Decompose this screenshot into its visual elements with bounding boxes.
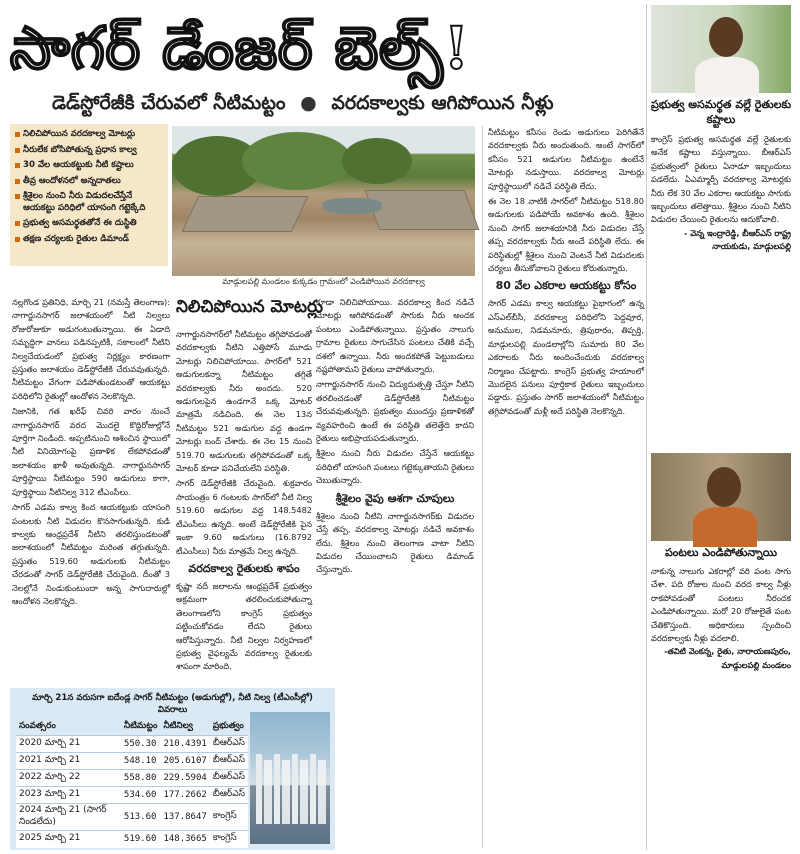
paragraph: శ్రీశైలం నుంచి నీరు విడుదల చేస్తేనే ఆయకట్టు పరిధిలో యాసంగి పంటలు గట్టెక్కుతాయని రైతులు చెబుతున్నారు. [316, 448, 474, 486]
column-divider [646, 4, 647, 850]
paragraph: సాగర్ ఎడమ కాల్వ కింద ఆయకట్టుకు యాసంగి పంటలకు నీటి విడుదల కొనసాగుతున్నది. కుడి కాల్వకు ఆంధ్రప్రదేశ్‌ నీటిని తరలిస్తుండటంతో జలాశయంలో నీటిమట్టం మరింత తగ్గుతున్నది. ప్రస్తుతం 519.60 అడుగులకు నీటిమట్టం చేరడంతో సాగర్ డెడ్‌స్టోరేజీకి చేరువైంది. దీంతో 3 నెలల్లోనే నిండుకుంటుందా అన్న సాగుదారుల్లో ఆందోళన నెలకొన్నది. [12, 502, 170, 606]
table-cell-storage: 205.6107 [160, 753, 209, 770]
section-heading: శ్రీశైలం వైపు ఆశగా చూపులు [335, 491, 455, 505]
portrait-photo-farmer [651, 453, 791, 541]
portrait-head [707, 467, 741, 507]
table-row [16, 831, 248, 848]
paragraph: నాగార్జునసాగర్‌లో నీటిమట్టం తగ్గిపోవడంతో వరదకాల్వకు నీటిని ఎత్తిపోసే మూడు మోటర్లు నిలిచిపోయాయి. సాగర్‌లో 521 అడుగులకన్నా నీటిమట్టం తగ్గితే వరదకాల్వకు నీరు అందదు. 520 అడుగులపైన ఉండగానే ఒక్క మోటర్ మాత్రమే నడిచింది. ఈ నెల 13న నీటిమట్టం 521 అడుగుల వద్ద ఉండగా మోటర్లు బంద్ చేశారు. ఈ నెల 15 నుంచి 519.70 అడుగులకు తగ్గిపోవడంతో ఒక్క మోటర్‌ కూడా పనిచేయలేని పరిస్థితి. [176, 329, 312, 474]
table-header-row [16, 719, 248, 736]
table-row [16, 770, 248, 787]
dam-pillar [310, 754, 316, 824]
table-cell-government: బీఆర్‌ఎస్ [210, 736, 248, 753]
subhead-left: డెడ్‌స్టోరేజీకి చేరువలో నీటిమట్టం [52, 92, 286, 114]
subhead-right: వరదకాల్వకు ఆగిపోయిన నీళ్లు [331, 92, 554, 114]
table-cell-year: 2022 మార్చి 22 [16, 770, 121, 787]
table-cell-government: బీఆర్‌ఎస్ [210, 753, 248, 770]
dam-pillar [256, 754, 262, 824]
quote-text [651, 565, 791, 851]
column-divider [482, 126, 483, 848]
table-title: మార్చి 21న వరుసగా ఐదేండ్ల సాగర్ నీటిమట్టం (అడుగుల్లో), నీటి నిల్వ (టీఎంసీల్లో) వివరాలు [32, 693, 313, 715]
table-cell-level: 558.80 [121, 770, 161, 787]
dam-waterfall [264, 760, 272, 824]
table-cell-level: 548.10 [121, 753, 161, 770]
highlight-item: నిలిచిపోయిన వరదకాల్వ మోటర్లు [14, 129, 164, 141]
paragraph: కృష్ణా నదీ జలాలను ఆంధ్రప్రదేశ్‌ ప్రభుత్వం అక్రమంగా తరలించుకుపోతున్నా తెలంగాణలోని కాంగ్రెస్‌ ప్రభుత్వం పట్టించుకోవడం లేదని రైతులు ఆరోపిస్తున్నారు. నీటి నిల్వల నిర్వహణలో ప్రభుత్వ వైఫల్యమే వరదకాల్వ రైతులకు శాపంగా మారింది. [176, 580, 312, 672]
canal-slab [365, 190, 480, 230]
table-cell-storage: 229.5904 [160, 770, 209, 787]
quote-heading: పంటలు ఎండిపోతున్నాయి [664, 546, 778, 559]
table-header: ప్రభుత్వం [212, 721, 244, 731]
portrait-body [695, 57, 759, 97]
photo-tree [242, 132, 352, 190]
table-cell-storage: 210.4391 [160, 736, 209, 753]
article-column-3 [316, 296, 474, 848]
dry-canal-photo [172, 126, 475, 276]
highlight-item: ప్రభుత్వ అసమర్థతతోనే ఈ దుస్థితి [14, 218, 164, 230]
water-level-table-box [10, 688, 335, 850]
canal-slab [182, 196, 309, 232]
highlight-item: శ్రీశైలం నుంచి నీరు విడుదలచేస్తేనే ఆయకట్టు పరిధిలో యాసంగి గట్టెక్కేది [14, 191, 164, 214]
table-row [16, 787, 248, 804]
paragraph: సాగర్ డెడ్‌స్టోరేజీకి చేరువైంది. శుక్రవారం సాయంత్రం 6 గంటలకు సాగర్‌లో నీటి నిల్వ 519.60 అడుగుల వద్ద 148.5482 టీఎంసీలు ఉన్నది. అంటే డెడ్‌స్టోరేజీకి పైన ఇంకా 9.60 అడుగులు (16.8792 టీఎంసీలు) నీరు మాత్రమే నిల్వ ఉన్నది. [176, 478, 312, 556]
paragraph: నిజానికి, గత ఖరీఫ్ చివరి వారం నుంచే నాగార్జునసాగర్ వరద మొదలై కొద్దిరోజుల్లోనే పూర్తిగా నిండింది. అప్పటినుంచి ఆశించిన స్థాయిలో నీటి వినియోగంపై ప్రణాళిక లేకపోవడంతో జలాశయం ఖాళీ అవుతున్నది. నాగార్జునసాగర్‌ పూర్తిస్థాయి నీటిమట్టం 590 అడుగులు కాగా, పూర్తిస్థాయి నీటినిల్వ 312 టీఎంసీలు. [12, 406, 170, 497]
paragraph: నీటిమట్టం కనీసం రెండు అడుగులు పెరిగితేనే వరదకాల్వకు నీరు అందుతుంది. అంటే సాగర్‌లో కనీసం 521 అడుగుల నీటిమట్టం ఉంటేనే మోటర్లు నడుస్తాయి. వరదకాల్వ మోటర్లు పూర్తిస్థాయిలో నడిచే పరిస్థితి లేదు. [488, 127, 644, 191]
paragraph: ఈ నెల 18 నాటికి సాగర్‌లో నీటిమట్టం 518.80 అడుగులకు పడిపోయే అవకాశం ఉంది. శ్రీశైలం నుంచి సాగర్ జలాశయానికి నీరు విడుదల చేస్తే తప్ప వరదకాల్వకు నీరు అందే పరిస్థితి లేదు. ఈ పరిస్థితుల్లో శ్రీశైలం నుంచి వెంటనే నీటి విడుదలకు చర్యలు తీసుకోవాలని రైతులు కోరుతున్నారు. [488, 196, 644, 274]
section-heading: 80 వేల ఎకరాల ఆయకట్టు కోసం [495, 279, 637, 293]
paragraph: నాగార్జునసాగర్ నుంచి విద్యుదుత్పత్తి చేస్తూ నీటిని తరలించడంతో డెడ్‌స్టోరేజీకి నీటిమట్టం చేరువవుతున్నది. ప్రభుత్వం ముందస్తు ప్రణాళికతో వ్యవహరించి ఉంటే ఈ పరిస్థితి తలెత్తేది కాదని రైతులు అభిప్రాయపడుతున్నారు. [316, 379, 474, 444]
dam-pillar [274, 754, 280, 824]
quote-signature: -తవిటి వెంకన్న, రైతు, నారాయణపురం, మాడ్గులపల్లి మండలం [664, 646, 791, 670]
photo-tree [342, 138, 412, 184]
canal-water [322, 198, 382, 214]
quote-signature: - వెన్న ఇంద్రారెడ్డి, బీఆర్‌ఎస్ రాష్ట్ర నాయకుడు, మాడ్గులపల్లి [684, 227, 791, 252]
quote-heading: ప్రభుత్వ అసమర్థత వల్లే రైతులకు కష్టాలు [651, 98, 792, 126]
table-cell-storage: 177.2662 [160, 787, 209, 804]
table-cell-year: 2020 మార్చి 21 [16, 736, 121, 753]
table-row [16, 753, 248, 770]
paragraph: సాగర్ ఎడమ కాల్వ ఆయకట్టు పైభాగంలో ఉన్న ఎస్‌ఎల్‌బీసీ, వరదకాల్వ పరిధిలోని పెద్దవూర, అనుముల, నిడమనూరు, త్రిపురారం, తిప్పర్తి, మాడ్గులపల్లి మండలాల్లోని సుమారు 80 వేల ఎకరాలకు నీరు అందించేందుకు వరదకాల్వ నిర్మాణం చేపట్టారు. కాంగ్రెస్ ప్రభుత్వ హయాంలో మొదలైన పనులు పూర్తికాక రైతులు ఇబ్బందులు పడ్డారు. ప్రస్తుతం సాగర్ జలాశయంలో నీటిమట్టం తగ్గిపోవడంతో మళ్లీ అదే పరిస్థితి నెలకొన్నది. [488, 298, 644, 416]
table-header: సంవత్సరం [19, 721, 56, 731]
table-cell-year: 2023 మార్చి 21 [16, 787, 121, 804]
subheadline [52, 92, 612, 120]
photo-caption: మాడ్గులపల్లి మండలం కుక్కడం గ్రామంలో ఎండిపోయిన వరదకాల్వ [222, 277, 425, 286]
paragraph: నాకున్న నాలుగు ఎకరాల్లో వరి పంట సాగు చేశా. పది రోజుల నుంచి వరద కాల్వ నీళ్లు రాకపోవడంతో పంటలు నీరందక ఎండిపోతున్నాయి. మరో 20 రోజులైతే పంట చేతికొస్తుంది. అధికారులు స్పందించి వరదకాల్వకు నీళ్లు వదలాలి. [651, 566, 791, 644]
highlights-box [10, 124, 168, 266]
highlight-item: తక్షణ చర్యలకు రైతుల డిమాండ్ [14, 234, 164, 246]
table-cell-year: 2025 మార్చి 21 [16, 831, 121, 848]
article-column-1 [12, 296, 170, 684]
table-row [16, 736, 248, 753]
highlight-item: తీవ్ర ఆందోళనలో అన్నదాతలు [14, 176, 164, 188]
table-cell-level: 513.60 [121, 804, 161, 831]
highlight-item: నీరులేక బోసిపోతున్న ప్రధాన కాల్వ [14, 145, 164, 157]
quote-text [651, 133, 791, 433]
table-cell-storage: 148.3665 [160, 831, 209, 848]
section-heading: వరదకాల్వ రైతులకు శాపం [188, 561, 300, 575]
table-cell-year: 2021 మార్చి 21 [16, 753, 121, 770]
table-cell-storage: 137.8647 [160, 804, 209, 831]
quotes-column [651, 5, 791, 851]
table-cell-level: 519.60 [121, 831, 161, 848]
headline: సాగర్ డేంజర్ బెల్స్! [10, 14, 471, 82]
table-cell-government: బీఆర్‌ఎస్ [210, 787, 248, 804]
article-column-2 [176, 328, 312, 684]
section-heading-motors: నిలిచిపోయిన మోటర్లు [176, 297, 323, 317]
table-cell-level: 534.60 [121, 787, 161, 804]
table-cell-government: కాంగ్రెస్ [210, 804, 248, 831]
paragraph: నల్లగొండ ప్రతినిధి, మార్చి 21 (నమస్తే తెలంగాణ): నాగార్జునసాగర్‌ జలాశయంలో నీటి నిల్వలు రోజురోజుకూ అడుగంటుతున్నాయి. ఈ ఏడాది సమృద్ధిగా వానలు పడినప్పటికీ, సకాలంలో నీటిని నిల్వచేయడంలో ప్రభుత్వ నిర్లక్ష్యం కారణంగా ప్రస్తుతం జలాశయం డెడ్‌స్టోరేజీకి చేరువవుతున్నది. నీటిమట్టం వేగంగా పడిపోతుండటంతో ఆయకట్టు పరిధిలోని రైతుల్లో ఆందోళన నెలకొన్నది. [12, 297, 170, 401]
dam-pillar [292, 754, 298, 824]
subhead-separator: ● [300, 92, 317, 114]
table-row [16, 804, 248, 831]
dam-waterfall [318, 760, 326, 824]
article-column-4 [488, 126, 644, 848]
paragraph: కూడా నిలిచిపోయాయి. వరదకాల్వ కింద నడిచే మోటర్లు ఆగిపోవడంతో సాగుకు నీరు అందక పంటలు ఎండిపోతున్నాయి. ప్రస్తుతం నాలుగు గ్రామాల రైతులు సాగుచేసిన పంటలు చేతికి వచ్చే దశలో ఉన్నాయి. నీరు అందకపోతే పెట్టుబడులు నష్టపోతామని రైతులు వాపోతున్నారు. [316, 297, 474, 375]
table-cell-year: 2024 మార్చి 21 (సాగర్ నిండలేదు) [16, 804, 121, 831]
dam-waterfall [282, 760, 290, 824]
table-header: నీటిమట్టం [123, 721, 158, 731]
table-cell-government: కాంగ్రెస్ [210, 831, 248, 848]
dam-waterfall [300, 760, 308, 824]
highlight-item: 30 వేల ఆయకట్టుకు నీటి కష్టాలు [14, 160, 164, 172]
table-cell-government: బీఆర్‌ఎస్ [210, 770, 248, 787]
table-header: నీటినిల్వ [163, 721, 193, 731]
paragraph: శ్రీశైలం నుంచి నీటిని నాగార్జునసాగర్‌కు విడుదల చేస్తే తప్ప, వరదకాల్వ మోటర్లు నడిచే అవకాశం లేదు. శ్రీశైలం నుంచి తెలంగాణ వాటా నీటిని విడుదల చేయించాలని రైతులు డిమాండ్ చేస్తున్నారు. [316, 510, 474, 575]
portrait-head [709, 17, 743, 57]
dam-photo [250, 712, 330, 844]
portrait-photo-leader [651, 5, 791, 93]
water-level-table [16, 719, 248, 848]
paragraph: కాంగ్రెస్ ప్రభుత్వ అసమర్థత వల్లే రైతులకు అనేక కష్టాలు వస్తున్నాయి. బీఆర్‌ఎస్ ప్రభుత్వంలో రైతులు ఏనాడూ ఇబ్బందులు పడలేదు. ఏఎమ్మార్పీ వరదకాల్వ మోటర్లకు నీరు లేక 30 వేల ఎకరాల ఆయకట్టు సాగుకు ఇబ్బందులు తలెత్తాయి. శ్రీశైలం నుంచి నీటిని విడుదల చేయించి రైతులను ఆదుకోవాలి. [651, 134, 791, 225]
portrait-body [693, 507, 757, 547]
table-cell-level: 550.30 [121, 736, 161, 753]
